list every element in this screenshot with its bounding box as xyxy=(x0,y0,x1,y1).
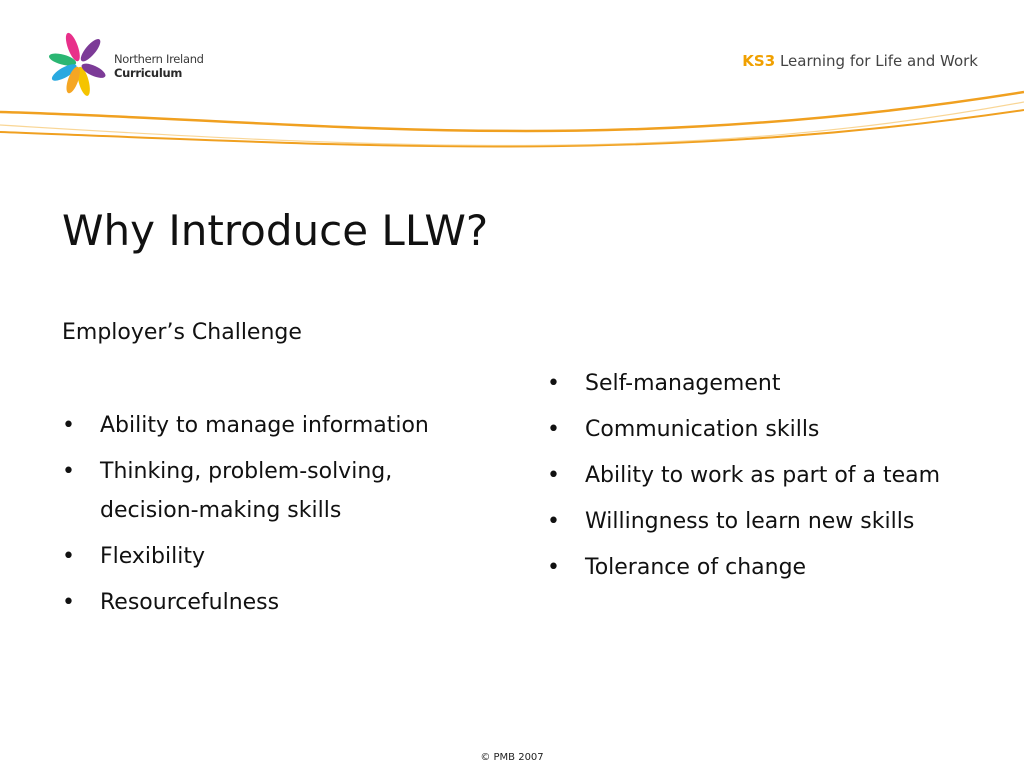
list-item-text: Self-management xyxy=(585,371,781,396)
slide-title: Why Introduce LLW? xyxy=(62,206,489,255)
list-item-text: Thinking, problem-solving, decision-making skills xyxy=(100,459,393,523)
list-item-text: Ability to work as part of a team xyxy=(585,463,941,488)
list-item-text: Willingness to learn new skills xyxy=(585,509,915,534)
ks3-label: KS3 xyxy=(742,52,776,70)
list-item xyxy=(62,537,462,576)
header-title xyxy=(742,52,978,70)
list-item-text: Flexibility xyxy=(100,544,205,569)
list-item xyxy=(62,406,462,445)
left-bullet-list xyxy=(62,406,462,629)
list-item xyxy=(547,548,947,587)
bullet-icon: • xyxy=(547,555,560,580)
bullet-icon: • xyxy=(62,544,75,569)
list-item xyxy=(547,456,947,495)
bullet-icon: • xyxy=(547,509,560,534)
list-item-text: Communication skills xyxy=(585,417,820,442)
list-item xyxy=(62,452,462,530)
list-item xyxy=(547,364,947,403)
bullet-icon: • xyxy=(547,463,560,488)
bullet-icon: • xyxy=(62,459,75,484)
logo-line2: Curriculum xyxy=(114,66,183,80)
logo-line1: Northern Ireland xyxy=(114,52,204,66)
bullet-icon: • xyxy=(62,590,75,615)
list-item xyxy=(547,502,947,541)
list-item-text: Resourcefulness xyxy=(100,590,280,615)
copyright-footer: © PMB 2007 xyxy=(480,752,544,763)
bullet-icon: • xyxy=(547,417,560,442)
list-item xyxy=(62,583,462,622)
right-bullet-list xyxy=(547,364,947,594)
subject-label: Learning for Life and Work xyxy=(779,52,978,70)
list-item-text: Ability to manage information xyxy=(100,413,429,438)
list-item xyxy=(547,410,947,449)
bullet-icon: • xyxy=(547,371,560,396)
bullet-icon: • xyxy=(62,413,75,438)
subheading: Employer’s Challenge xyxy=(62,320,302,345)
header-swoosh xyxy=(0,80,1024,170)
list-item-text: Tolerance of change xyxy=(585,555,807,580)
